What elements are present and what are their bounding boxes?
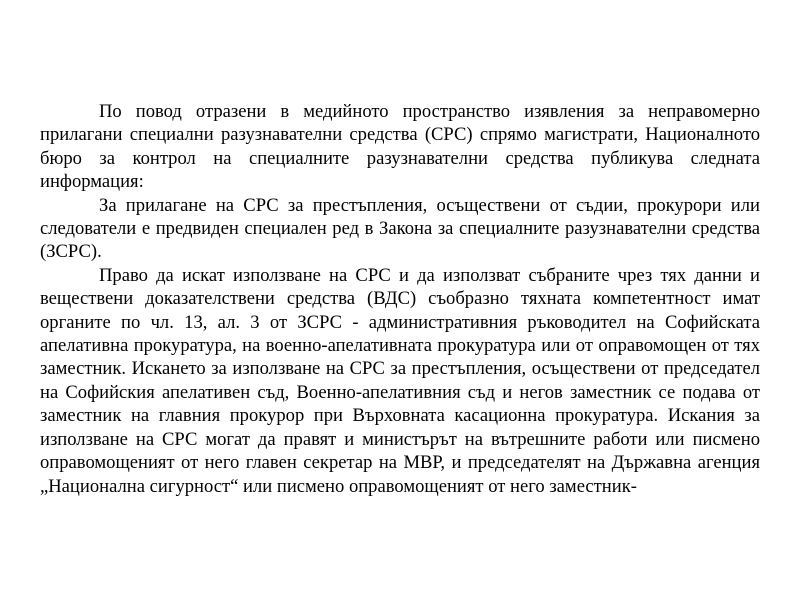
- document-body: [40, 100, 760, 498]
- paragraph-1: По повод отразени в медийното пространство изявления за неправомерно прилагани специални разузнавателни средства (СРС) спрямо магистрати, Националното бюро за контрол на специалните разузнавателни средства публикува следната информация:: [40, 101, 760, 193]
- paragraph-3: Право да искат използване на СРС и да използват събраните чрез тях данни и веществени доказателствени средства (ВДС) съобразно тяхната компетентност имат органите по чл. 13, ал. 3 от ЗСРС - административния ръководител на Софийската апелативна прокуратура, на военно-апелативната прокуратура или от оправомощен от тях заместник. Искането за използване на СРС за престъпления, осъществени от председател на Софийския апелативен съд, Военно-апелативния съд и негов заместник се подава от заместник на главния прокурор при Върховната касационна прокуратура. Искания за използване на СРС могат да правят и министърът на вътрешните работи или писмено оправомощеният от него главен секретар на МВР, и председателят на Държавна агенция „Национална сигурност“ или писмено оправомощеният от него заместник-: [40, 264, 760, 497]
- paragraph-2: За прилагане на СРС за престъпления, осъществени от съдии, прокурори или следователи е предвиден специален ред в Закона за специалните разузнавателни средства (ЗСРС).: [40, 194, 760, 263]
